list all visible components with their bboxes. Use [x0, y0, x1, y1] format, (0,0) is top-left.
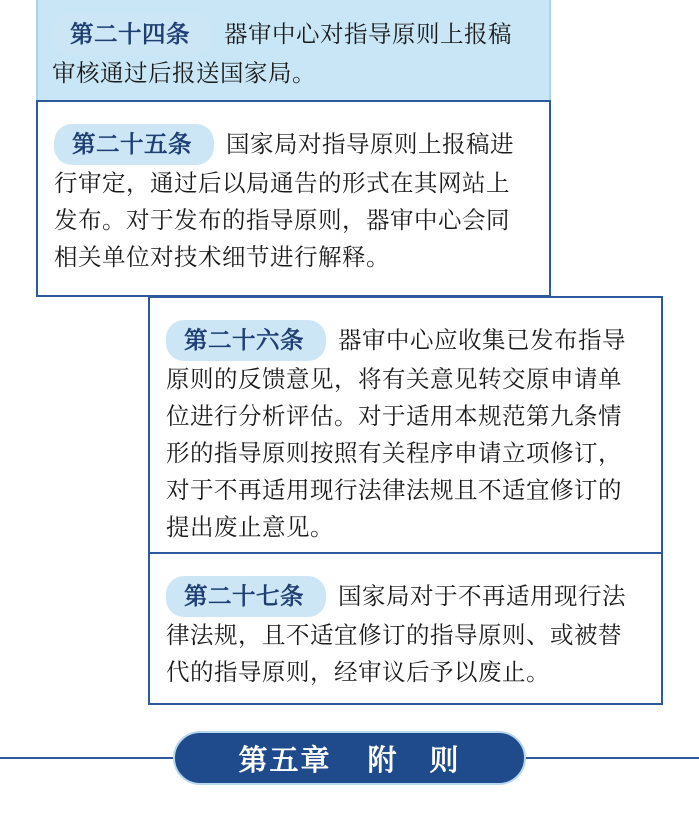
article-26-title: 第二十六条 — [166, 320, 326, 361]
article-24-title: 第二十四条 — [52, 14, 212, 55]
article-26-text: 器审中心应收集已发布指导原则的反馈意见，将有关意见转交原申请单位进行分析评估。对于适用本规范第九条情形的指导原则按照有关程序申请立项修订，对于不再适用现行法律法规且不适宜修订的提出废止意见。 — [166, 326, 626, 541]
article-27-box — [148, 552, 663, 705]
article-26-box — [148, 296, 663, 554]
article-24-paragraph — [38, 0, 549, 92]
article-24-text: 器审中心对指导原则上报稿审核通过后报送国家局。 — [52, 20, 512, 87]
article-25-paragraph — [38, 102, 549, 276]
chapter-title: 附 则 — [367, 742, 461, 777]
article-27-text: 国家局对于不再适用现行法律法规，且不适宜修订的指导原则、或被替代的指导原则，经审议后予以废止。 — [166, 582, 626, 686]
article-27-title: 第二十七条 — [166, 576, 326, 617]
article-26-paragraph — [150, 298, 661, 546]
article-27-paragraph — [150, 554, 661, 691]
article-25-text: 国家局对指导原则上报稿进行审定，通过后以局通告的形式在其网站上发布。对于发布的指导原则，器审中心会同相关单位对技术细节进行解释。 — [54, 130, 514, 271]
article-24-box — [36, 0, 551, 102]
article-25-box — [36, 100, 551, 297]
chapter-heading — [173, 731, 526, 785]
article-25-title: 第二十五条 — [54, 124, 214, 165]
chapter-number: 第五章 — [238, 742, 332, 777]
